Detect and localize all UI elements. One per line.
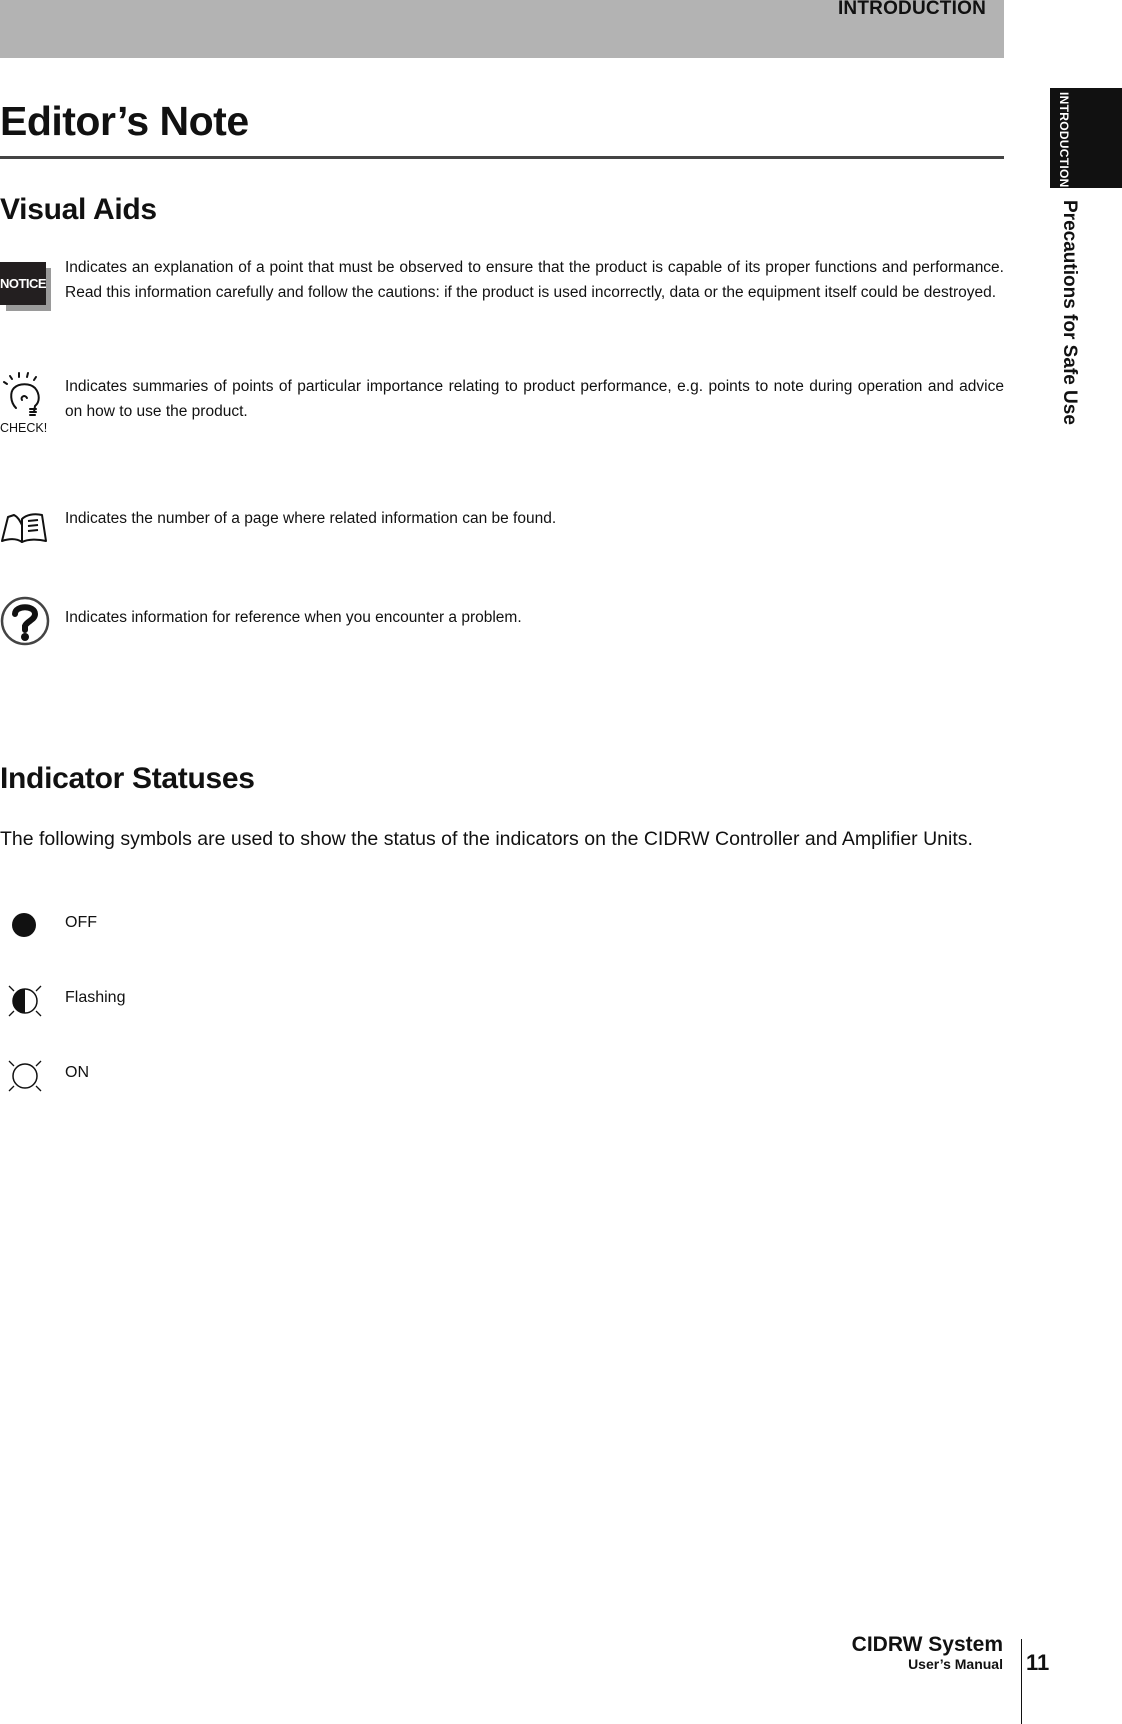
visual-aid-text: Indicates summaries of points of particular importance relating to product performance, e.g. points to note during operation and advice on how to use the product.	[65, 378, 1004, 420]
visual-aids-heading: Visual Aids	[0, 193, 157, 226]
status-label: ON	[65, 1064, 89, 1081]
indicator-statuses-intro: The following symbols are used to show the status of the indicators on the CIDRW Controller and Amplifier Units.	[0, 828, 973, 850]
header-section-label: INTRODUCTION	[837, 0, 986, 19]
question-circle-icon	[0, 596, 56, 651]
lightbulb-check-icon: CHECK!	[0, 368, 56, 435]
status-row-flashing	[0, 981, 300, 1021]
indicator-statuses-heading: Indicator Statuses	[0, 762, 255, 795]
side-tab-label: INTRODUCTION	[1057, 92, 1071, 188]
visual-aid-text: Indicates an explanation of a point that must be observed to ensure that the product is capable of its proper functions and performance. Read this information carefully and follow the cautions: if the product is used incorrectly, data or the equipment itself could be destroyed.	[65, 259, 1004, 301]
led-off-icon	[0, 906, 40, 946]
footer-manual-title: CIDRW System	[851, 1633, 1003, 1656]
status-label: OFF	[65, 914, 97, 931]
status-row-on	[0, 1056, 300, 1096]
footer-manual-subtitle: User’s Manual	[908, 1656, 1003, 1672]
footer-divider	[1021, 1639, 1022, 1724]
visual-aid-text: Indicates information for reference when you encounter a problem.	[65, 609, 522, 626]
side-section-title: Precautions for Safe Use	[1059, 200, 1080, 425]
side-tab-label-wrap	[1057, 92, 1071, 188]
visual-aid-text: Indicates the number of a page where related information can be found.	[65, 510, 557, 527]
page-number: 11	[1026, 1650, 1050, 1675]
title-rule	[0, 156, 1004, 159]
page-title: Editor’s Note	[0, 98, 249, 144]
status-row-off	[0, 906, 300, 946]
notice-icon: NOTICE	[0, 262, 56, 314]
status-label: Flashing	[65, 989, 126, 1006]
led-on-icon	[0, 1056, 44, 1096]
led-flashing-icon	[0, 981, 44, 1021]
header-band	[0, 0, 1004, 58]
book-reference-icon	[0, 509, 56, 550]
